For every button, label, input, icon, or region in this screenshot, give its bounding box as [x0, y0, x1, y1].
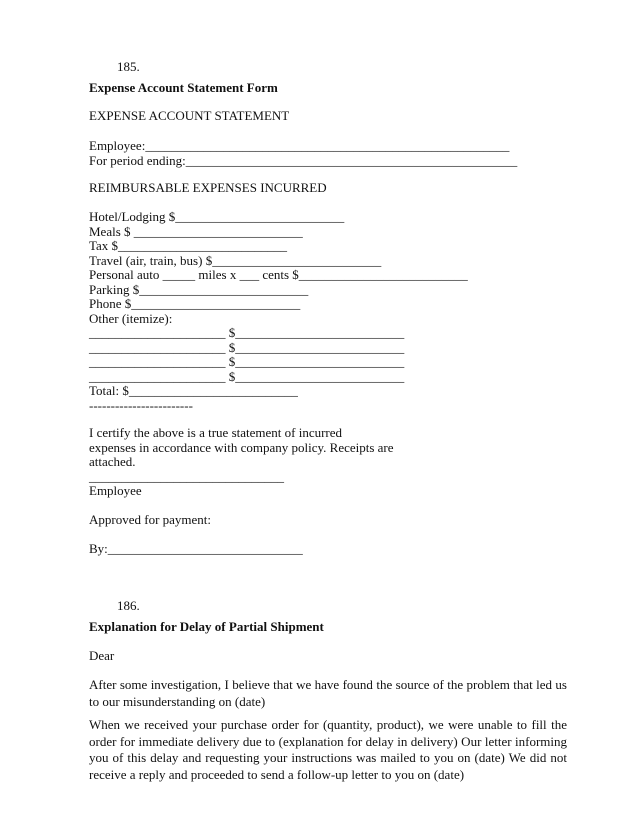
section-heading: REIMBURSABLE EXPENSES INCURRED — [89, 180, 327, 195]
employee-field: Employee:________________________________________________________ — [89, 138, 510, 153]
other-line: _____________________ $__________________________ — [89, 339, 405, 355]
employee-signature-label: Employee — [89, 483, 142, 498]
item-number-186: 186. — [117, 598, 140, 613]
expense-meals: Meals $ __________________________ — [89, 223, 303, 239]
certify-text: expenses in accordance with company policy. Receipts are — [89, 439, 394, 455]
expense-parking: Parking $__________________________ — [89, 281, 309, 297]
employee-signature-line: ______________________________ — [89, 468, 284, 484]
period-ending-field: For period ending:___________________________________________________ — [89, 153, 518, 168]
expense-tax: Tax $__________________________ — [89, 238, 288, 253]
other-itemize-label: Other (itemize): — [89, 310, 173, 326]
expense-travel: Travel (air, train, bus) $__________________________ — [89, 252, 382, 268]
paragraph-investigation: After some investigation, I believe that we have found the source of the problem that led us to our misunderstanding on (date) — [89, 677, 567, 709]
expense-personal-auto: Personal auto _____ miles x ___ cents $__________________________ — [89, 267, 468, 282]
other-line: _____________________ $__________________________ — [89, 368, 405, 384]
item-number-185: 185. — [117, 59, 140, 74]
by-signature-line: By:______________________________ — [89, 541, 303, 556]
expense-phone: Phone $__________________________ — [89, 296, 301, 311]
expense-hotel: Hotel/Lodging $__________________________ — [89, 209, 345, 224]
approved-for-payment: Approved for payment: — [89, 512, 212, 527]
certify-text: I certify the above is a true statement of incurred — [89, 425, 343, 440]
paragraph-purchase-order: When we received your purchase order for (quantity, product), we were unable to fill the order for immediate delivery due to (explanation for delay in delivery) Our letter informing you of this delay and requesting your instructions was mailed to you on (date) We did not receive a reply and proceeded to send a follow-up letter to you on (date) — [89, 717, 567, 782]
other-line: _____________________ $__________________________ — [89, 325, 405, 340]
other-line: _____________________ $__________________________ — [89, 354, 405, 369]
dash-separator: ------------------------ — [89, 397, 193, 413]
form-title: Expense Account Statement Form — [89, 80, 278, 95]
salutation: Dear — [89, 648, 115, 663]
letter-title: Explanation for Delay of Partial Shipment — [89, 619, 324, 634]
statement-heading: EXPENSE ACCOUNT STATEMENT — [89, 108, 290, 123]
certify-text: attached. — [89, 454, 136, 469]
total-line: Total: $__________________________ — [89, 383, 298, 398]
